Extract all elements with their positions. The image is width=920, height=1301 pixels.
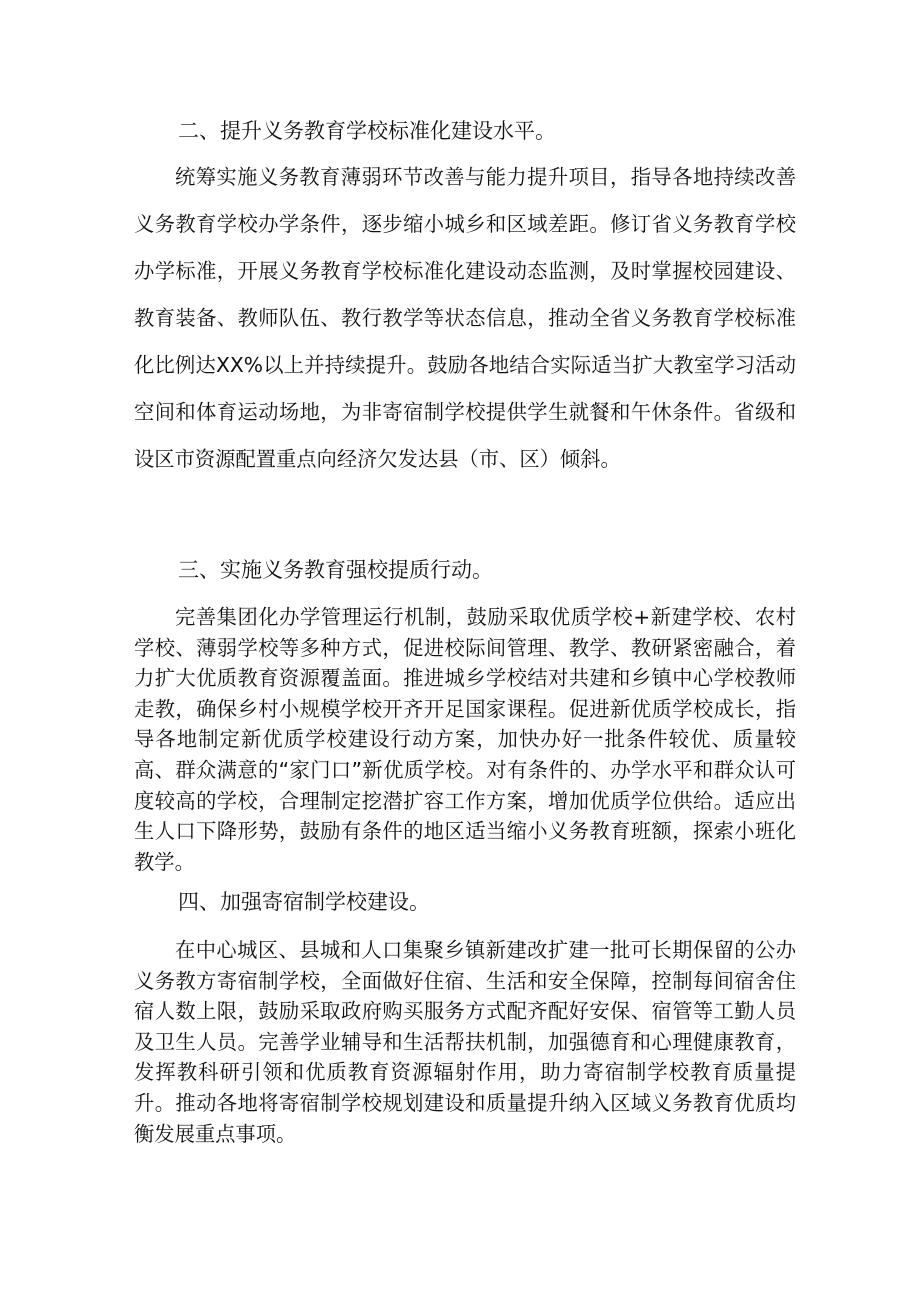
section-heading-4: 四、加强寄宿制学校建设。 <box>178 890 430 914</box>
section-body-4: 在中心城区、县城和人口集聚乡镇新建改扩建一批可长期保留的公办义务教方寄宿制学校，全面做好住宿、生活和安全保障，控制每间宿舍住宿人数上限，鼓励采取政府购买服务方式配齐配好安保、宿管等工勤人员及卫生人员。完善学业辅导和生活帮扶机制，加强德育和心理健康教育，发挥教科研引领和优质教育资源辐射作用，助力寄宿制学校教育质量提升。推动各地将寄宿制学校规划建设和质量提升纳入区域义务教育优质均衡发展重点事项。 <box>134 938 796 1146</box>
section-body-3: 完善集团化办学管理运行机制，鼓励采取优质学校+新建学校、农村学校、薄弱学校等多种方式，促进校际间管理、教学、教研紧密融合，着力扩大优质教育资源覆盖面。推进城乡学校结对共建和乡镇中心学校教师走教，确保乡村小规模学校开齐开足国家课程。促进新优质学校成长，指导各地制定新优质学校建设行动方案，加快办好一批条件较优、质量较高、群众满意的“家门口”新优质学校。对有条件的、办学水平和群众认可度较高的学校，合理制定挖潜扩容工作方案，增加优质学位供给。适应出生人口下降形势，鼓励有条件的地区适当缩小义务教育班额，探索小班化教学。 <box>134 605 796 874</box>
section-body-2: 统筹实施义务教育薄弱环节改善与能力提升项目，指导各地持续改善义务教育学校办学条件，逐步缩小城乡和区域差距。修订省义务教育学校办学标准，开展义务教育学校标准化建设动态监测，及时掌握校园建设、教育装备、教师队伍、教行教学等状态信息，推动全省义务教育学校标准化比例达XX%以上并持续提升。鼓励各地结合实际适当扩大教室学习活动空间和体育运动场地，为非寄宿制学校提供学生就餐和午休条件。省级和设区市资源配置重点向经济欠发达县（市、区）倾斜。 <box>134 165 796 471</box>
section-heading-2: 二、提升义务教育学校标准化建设水平。 <box>178 119 556 143</box>
section-heading-3: 三、实施义务教育强校提质行动。 <box>178 558 493 582</box>
